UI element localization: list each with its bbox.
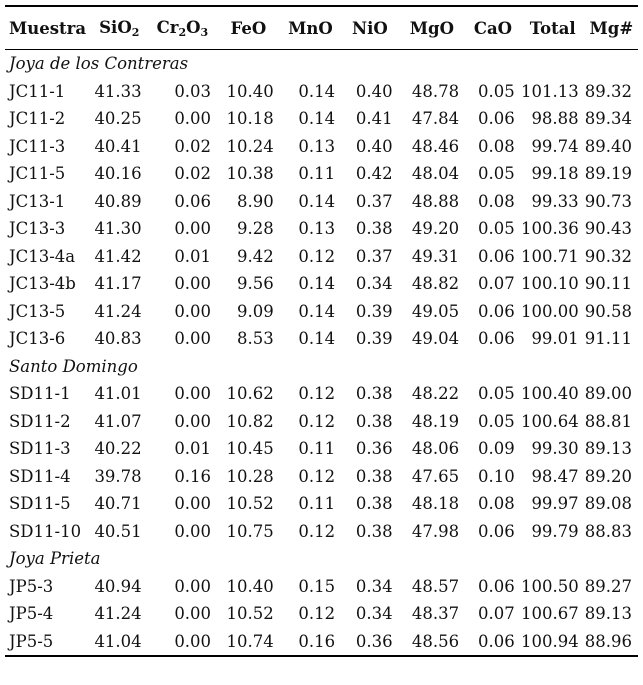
- value-cell: 48.04: [411, 164, 460, 184]
- value-cell: 0.14: [298, 109, 336, 129]
- value-cell: 0.14: [298, 274, 336, 294]
- value-cell: 8.53: [236, 329, 274, 349]
- table-row: [5, 160, 638, 188]
- value-cell: 91.11: [584, 329, 632, 349]
- value-cell: 99.30: [531, 439, 579, 459]
- table-row: [5, 628, 638, 657]
- sample-id-cell: SD11-1: [9, 384, 71, 404]
- value-cell: 0.34: [355, 604, 393, 624]
- value-cell: 0.03: [174, 81, 212, 101]
- sample-id-cell: JC11-1: [9, 81, 66, 101]
- value-cell: 0.39: [355, 329, 393, 349]
- value-cell: 40.16: [94, 164, 142, 184]
- group-santo-domingo: [5, 353, 638, 546]
- value-cell: 0.13: [298, 219, 336, 239]
- sample-id-cell: JC13-4b: [9, 274, 76, 294]
- value-cell: 41.04: [91, 628, 148, 657]
- table-row: [5, 298, 638, 326]
- value-cell: 0.40: [355, 81, 393, 101]
- value-cell: 0.00: [174, 604, 212, 624]
- sample-id-cell: JC13-4a: [9, 246, 76, 266]
- value-cell: 47.65: [411, 466, 460, 486]
- table-row: [5, 380, 638, 408]
- value-cell: 41.17: [94, 274, 142, 294]
- composition-table-container: [5, 5, 638, 657]
- value-cell: 0.37: [355, 191, 393, 211]
- value-cell: 0.05: [477, 81, 515, 101]
- value-cell: 0.38: [355, 466, 393, 486]
- value-cell: 0.06: [477, 301, 515, 321]
- value-cell: 100.67: [520, 604, 579, 624]
- group-heading-row: [5, 545, 638, 573]
- value-cell: 10.75: [226, 521, 274, 541]
- table-row: [5, 518, 638, 546]
- value-cell: 10.28: [226, 466, 274, 486]
- value-cell: 0.07: [477, 274, 515, 294]
- value-cell: 9.56: [236, 274, 274, 294]
- value-cell: 10.74: [217, 628, 280, 657]
- value-cell: 0.00: [174, 384, 212, 404]
- value-cell: 0.05: [477, 411, 515, 431]
- table-row: [5, 215, 638, 243]
- value-cell: 47.84: [411, 109, 460, 129]
- value-cell: 10.38: [226, 164, 274, 184]
- sample-id-cell: JC13-5: [9, 301, 66, 321]
- value-cell: 10.52: [226, 494, 274, 514]
- value-cell: 89.27: [584, 576, 632, 596]
- group-heading-row: [5, 353, 638, 381]
- value-cell: 99.97: [531, 494, 579, 514]
- value-cell: 0.40: [355, 136, 393, 156]
- value-cell: 0.00: [174, 411, 212, 431]
- value-cell: 49.05: [411, 301, 460, 321]
- value-cell: 89.20: [584, 466, 632, 486]
- table-row: [5, 243, 638, 271]
- value-cell: 0.14: [298, 329, 336, 349]
- header-cr2o3: $Cr_2O_3$: [156, 17, 209, 39]
- value-cell: 100.00: [520, 301, 579, 321]
- value-cell: 88.81: [584, 411, 632, 431]
- value-cell: 0.08: [477, 494, 515, 514]
- value-cell: 9.28: [236, 219, 274, 239]
- value-cell: 48.82: [411, 274, 460, 294]
- value-cell: 8.90: [236, 191, 274, 211]
- value-cell: 0.38: [355, 411, 393, 431]
- value-cell: 0.36: [355, 439, 393, 459]
- sample-id-cell: SD11-10: [9, 521, 82, 541]
- value-cell: 0.12: [298, 246, 336, 266]
- value-cell: 100.94: [521, 628, 585, 657]
- table-row: [5, 573, 638, 601]
- value-cell: 99.01: [531, 329, 579, 349]
- table-row: [5, 325, 638, 353]
- value-cell: 0.00: [174, 494, 212, 514]
- value-cell: 0.09: [477, 439, 515, 459]
- value-cell: 0.11: [298, 439, 336, 459]
- value-cell: 0.36: [341, 628, 398, 657]
- value-cell: 41.01: [94, 384, 142, 404]
- value-cell: 88.83: [584, 521, 632, 541]
- value-cell: 0.42: [355, 164, 393, 184]
- group-title: Joya Prieta: [9, 549, 101, 569]
- value-cell: 0.00: [174, 274, 212, 294]
- value-cell: 0.00: [174, 301, 212, 321]
- table-row: [5, 490, 638, 518]
- value-cell: 48.19: [411, 411, 460, 431]
- value-cell: 99.33: [531, 191, 579, 211]
- value-cell: 0.16: [174, 466, 212, 486]
- value-cell: 0.01: [174, 246, 212, 266]
- header-row: [5, 6, 638, 50]
- value-cell: 0.41: [355, 109, 393, 129]
- value-cell: 90.43: [584, 219, 632, 239]
- value-cell: 40.71: [94, 494, 142, 514]
- value-cell: 98.47: [531, 466, 579, 486]
- value-cell: 0.07: [477, 604, 515, 624]
- sample-id-cell: JC13-1: [9, 191, 66, 211]
- value-cell: 0.38: [355, 494, 393, 514]
- value-cell: 0.14: [298, 191, 336, 211]
- value-cell: 40.94: [94, 576, 142, 596]
- header-mg-number: Mg#: [589, 18, 634, 38]
- sample-id-cell: JP5-3: [9, 576, 54, 596]
- group-title: Joya de los Contreras: [9, 54, 189, 74]
- value-cell: 0.00: [174, 219, 212, 239]
- value-cell: 49.20: [411, 219, 460, 239]
- value-cell: 48.06: [411, 439, 460, 459]
- value-cell: 9.42: [236, 246, 274, 266]
- value-cell: 0.06: [477, 576, 515, 596]
- value-cell: 89.13: [584, 604, 632, 624]
- table-row: [5, 78, 638, 106]
- value-cell: 0.38: [355, 521, 393, 541]
- value-cell: 100.64: [520, 411, 579, 431]
- header-mgo: MgO: [409, 18, 454, 38]
- header-sio2: SiO$_2$: [99, 17, 140, 39]
- value-cell: 100.36: [520, 219, 579, 239]
- value-cell: 89.00: [584, 384, 632, 404]
- value-cell: 0.12: [298, 521, 336, 541]
- table-row: [5, 408, 638, 436]
- value-cell: 10.40: [226, 576, 274, 596]
- value-cell: 0.11: [298, 494, 336, 514]
- value-cell: 100.71: [520, 246, 579, 266]
- table-row: [5, 600, 638, 628]
- value-cell: 99.79: [531, 521, 579, 541]
- value-cell: 0.13: [298, 136, 336, 156]
- value-cell: 0.12: [298, 466, 336, 486]
- value-cell: 0.12: [298, 384, 336, 404]
- value-cell: 90.32: [584, 246, 632, 266]
- value-cell: 0.11: [298, 164, 336, 184]
- sample-id-cell: SD11-3: [9, 439, 71, 459]
- value-cell: 0.14: [298, 301, 336, 321]
- value-cell: 0.00: [174, 109, 212, 129]
- group-title: Santo Domingo: [9, 356, 138, 376]
- value-cell: 41.42: [94, 246, 142, 266]
- value-cell: 0.14: [298, 81, 336, 101]
- value-cell: 9.09: [236, 301, 274, 321]
- value-cell: 0.02: [174, 164, 212, 184]
- value-cell: 0.12: [298, 411, 336, 431]
- value-cell: 0.05: [477, 219, 515, 239]
- value-cell: 89.08: [584, 494, 632, 514]
- value-cell: 89.13: [584, 439, 632, 459]
- header-sample: Muestra: [9, 18, 87, 38]
- table-row: [5, 435, 638, 463]
- value-cell: 47.98: [411, 521, 460, 541]
- value-cell: 0.01: [174, 439, 212, 459]
- table-header: [5, 6, 638, 50]
- value-cell: 48.78: [411, 81, 460, 101]
- value-cell: 48.57: [411, 576, 460, 596]
- sample-id-cell: JC11-2: [9, 109, 66, 129]
- sample-id-cell: JP5-4: [9, 604, 54, 624]
- header-feo: FeO: [230, 18, 267, 38]
- value-cell: 41.24: [94, 301, 142, 321]
- value-cell: 10.24: [226, 136, 274, 156]
- value-cell: 0.12: [298, 604, 336, 624]
- value-cell: 48.22: [411, 384, 460, 404]
- value-cell: 100.50: [520, 576, 579, 596]
- group-heading-row: [5, 50, 638, 78]
- value-cell: 40.25: [94, 109, 142, 129]
- header-total: Total: [529, 18, 576, 38]
- sample-id-cell: JP5-5: [5, 628, 91, 657]
- value-cell: 48.46: [411, 136, 460, 156]
- header-cao: CaO: [473, 18, 513, 38]
- value-cell: 89.19: [584, 164, 632, 184]
- value-cell: 10.45: [226, 439, 274, 459]
- value-cell: 0.08: [477, 191, 515, 211]
- value-cell: 41.30: [94, 219, 142, 239]
- value-cell: 40.51: [94, 521, 142, 541]
- value-cell: 0.05: [477, 384, 515, 404]
- value-cell: 0.16: [280, 628, 341, 657]
- value-cell: 10.40: [226, 81, 274, 101]
- value-cell: 99.74: [531, 136, 579, 156]
- table-row: [5, 133, 638, 161]
- value-cell: 99.18: [531, 164, 579, 184]
- value-cell: 0.06: [477, 521, 515, 541]
- value-cell: 40.22: [94, 439, 142, 459]
- value-cell: 89.32: [584, 81, 632, 101]
- value-cell: 48.18: [411, 494, 460, 514]
- table-row: [5, 105, 638, 133]
- sample-id-cell: SD11-2: [9, 411, 71, 431]
- value-cell: 0.00: [174, 576, 212, 596]
- value-cell: 0.37: [355, 246, 393, 266]
- value-cell: 0.00: [174, 521, 212, 541]
- value-cell: 0.34: [355, 576, 393, 596]
- table-row: [5, 270, 638, 298]
- value-cell: 0.00: [174, 329, 212, 349]
- value-cell: 49.04: [411, 329, 460, 349]
- value-cell: 48.88: [411, 191, 460, 211]
- value-cell: 40.83: [94, 329, 142, 349]
- value-cell: 10.62: [226, 384, 274, 404]
- sample-id-cell: JC13-3: [9, 219, 66, 239]
- value-cell: 101.13: [520, 81, 579, 101]
- value-cell: 89.34: [584, 109, 632, 129]
- value-cell: 0.06: [465, 628, 521, 657]
- olivine-composition-table: [5, 5, 638, 657]
- value-cell: 90.73: [584, 191, 632, 211]
- sample-id-cell: SD11-4: [9, 466, 71, 486]
- value-cell: 48.56: [399, 628, 466, 657]
- value-cell: 40.89: [94, 191, 142, 211]
- value-cell: 90.11: [584, 274, 632, 294]
- value-cell: 0.10: [477, 466, 515, 486]
- value-cell: 48.37: [411, 604, 460, 624]
- value-cell: 41.33: [94, 81, 142, 101]
- sample-id-cell: JC13-6: [9, 329, 66, 349]
- value-cell: 10.18: [226, 109, 274, 129]
- value-cell: 41.07: [94, 411, 142, 431]
- value-cell: 0.38: [355, 384, 393, 404]
- value-cell: 0.38: [355, 219, 393, 239]
- value-cell: 88.96: [585, 628, 638, 657]
- value-cell: 0.06: [477, 109, 515, 129]
- value-cell: 98.88: [531, 109, 579, 129]
- value-cell: 10.82: [226, 411, 274, 431]
- value-cell: 100.10: [520, 274, 579, 294]
- value-cell: 0.39: [355, 301, 393, 321]
- value-cell: 39.78: [94, 466, 142, 486]
- value-cell: 0.05: [477, 164, 515, 184]
- value-cell: 0.06: [174, 191, 212, 211]
- sample-id-cell: JC11-3: [9, 136, 66, 156]
- value-cell: 0.02: [174, 136, 212, 156]
- value-cell: 0.00: [148, 628, 217, 657]
- value-cell: 49.31: [411, 246, 460, 266]
- header-nio: NiO: [352, 18, 388, 38]
- value-cell: 0.34: [355, 274, 393, 294]
- group-joya-prieta: [5, 545, 638, 656]
- value-cell: 0.06: [477, 329, 515, 349]
- value-cell: 41.24: [94, 604, 142, 624]
- sample-id-cell: JC11-5: [9, 164, 66, 184]
- value-cell: 100.40: [520, 384, 579, 404]
- value-cell: 10.52: [226, 604, 274, 624]
- value-cell: 89.40: [584, 136, 632, 156]
- header-mno: MnO: [288, 18, 333, 38]
- value-cell: 0.15: [298, 576, 336, 596]
- table-row: [5, 188, 638, 216]
- table-row: [5, 463, 638, 491]
- sample-id-cell: SD11-5: [9, 494, 71, 514]
- value-cell: 0.08: [477, 136, 515, 156]
- value-cell: 40.41: [94, 136, 142, 156]
- value-cell: 90.58: [584, 301, 632, 321]
- value-cell: 0.06: [477, 246, 515, 266]
- group-joya-de-los-contreras: [5, 50, 638, 353]
